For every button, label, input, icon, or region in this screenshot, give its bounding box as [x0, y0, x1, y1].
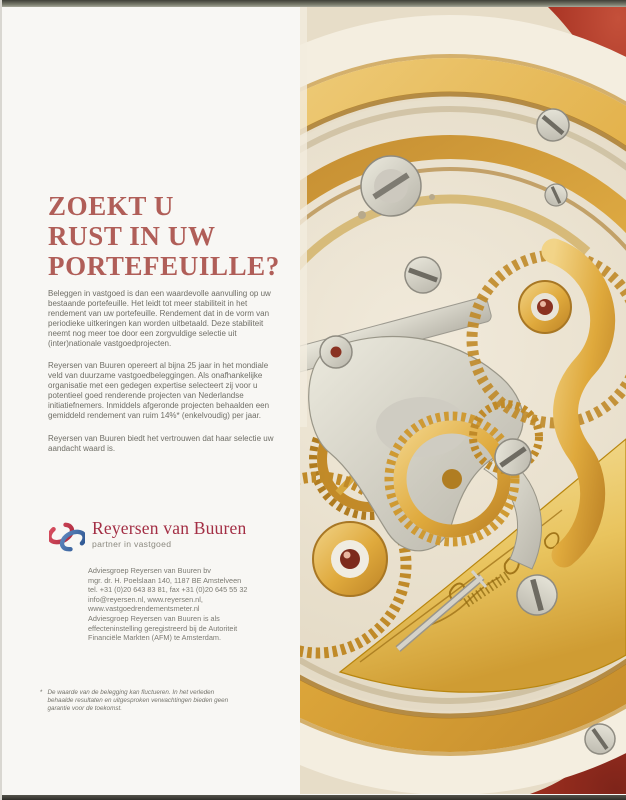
- headline-line: PORTEFEUILLE?: [48, 251, 280, 282]
- contact-block: [88, 566, 288, 614]
- jewel: [320, 336, 352, 368]
- registration-note: Adviesgroep Reyersen van Buuren is als effecteninstelling geregistreerd bij de Autoriteit Financiële Markten (AFM) te Amsterdam.: [88, 614, 238, 643]
- company-logo: [49, 517, 246, 556]
- logo-tagline: partner in vastgoed: [92, 539, 172, 549]
- jewel: [519, 281, 571, 333]
- jewel: [313, 522, 387, 596]
- contact-line: info@reyersen.nl, www.reyersen.nl,: [88, 594, 203, 604]
- logo-text: [92, 517, 246, 549]
- scan-edge-bottom: [0, 795, 626, 800]
- scan-edge-left: [0, 0, 2, 800]
- plate-hole: [358, 211, 366, 219]
- footnote-text: De waarde van de belegging kan fluctueren. In het verleden behaalde resultaten en uitgesproken verwachtingen bieden geen garantie voor de toekomst.: [47, 689, 229, 713]
- contact-line: mgr. dr. H. Poelslaan 140, 1187 BE Amstelveen: [88, 575, 242, 585]
- plate-hole: [429, 194, 435, 200]
- intro-copy: [48, 289, 274, 467]
- contact-line: www.vastgoedrendementsmeter.nl: [88, 604, 200, 614]
- logo-swirl-icon: [49, 518, 85, 556]
- intro-paragraph: Beleggen in vastgoed is dan een waardevolle aanvulling op uw bestaande portefeuille. Het leidt tot meer stabiliteit in het rendement van uw portefeuille. Rendement dat in de vorm van periodieke uitkeringen kan worden uitbetaald. Deze stabiliteit neemt nog meer toe door een zorgvuldige selectie uit (inter)nationale vastgoedprojecten.: [48, 289, 271, 348]
- page-title: [48, 191, 308, 281]
- footnote-marker: *: [40, 689, 43, 696]
- intro-paragraph: Reyersen van Buuren opereert al bijna 25 jaar in het mondiale veld van duurzame vastgoedbeleggingen. Als onafhankelijke organisatie met een gedegen expertise selecteert zij voor u potentieel goed renderende projecten van Nederlandse initiatiefnemers. Inmiddels afgeronde projecten behaalden een gemiddeld rendement van ruim 14%* (enkelvoudig) per jaar.: [48, 361, 270, 420]
- scan-edge-top: [0, 0, 626, 7]
- logo-wordmark: Reyersen van Buuren: [92, 518, 247, 538]
- intro-paragraph: Reyersen van Buuren biedt het vertrouwen dat haar selectie uw aandacht waard is.: [48, 433, 274, 453]
- headline-line: ZOEKT U: [48, 191, 174, 222]
- headline-line: RUST IN UW: [48, 221, 216, 252]
- photo-left-edge: [300, 7, 307, 427]
- disclaimer-footnote: [40, 689, 230, 714]
- contact-line: Adviesgroep Reyersen van Buuren bv: [88, 566, 211, 575]
- watch-movement-photo: [300, 7, 626, 794]
- contact-line: tel. +31 (0)20 643 83 81, fax +31 (0)20 645 55 32: [88, 585, 248, 595]
